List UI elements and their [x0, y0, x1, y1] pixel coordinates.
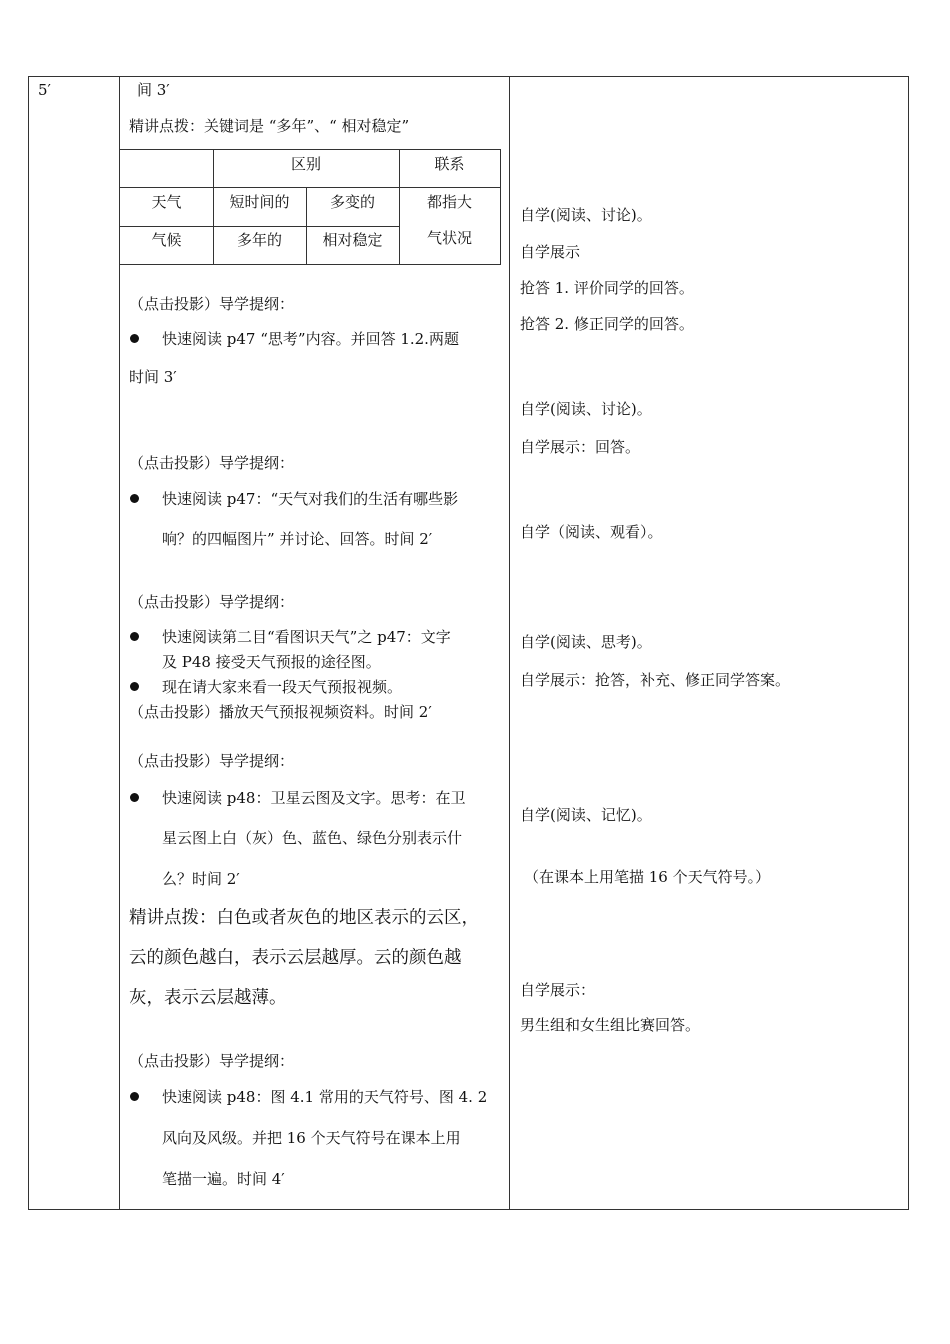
- student-line: 自学(阅读、思考)。: [520, 633, 652, 651]
- bullet-icon: [130, 494, 139, 503]
- student-line: 自学展示：: [520, 981, 596, 999]
- student-line: 自学(阅读、记忆)。: [520, 806, 652, 824]
- row-weather-label: 天气: [151, 193, 182, 211]
- student-line: 自学(阅读、讨论)。: [520, 206, 652, 224]
- row-weather-a: 短时间的: [229, 193, 290, 211]
- row-weather-b: 多变的: [329, 193, 375, 211]
- task-line: 快速阅读 p47：“天气对我们的生活有哪些影: [162, 490, 459, 508]
- column-divider-2: [509, 77, 510, 1209]
- task-line: 快速阅读 p48：卫星云图及文字。思考：在卫: [162, 789, 466, 807]
- relation-line-1: 都指大: [426, 193, 472, 211]
- student-line: 自学（阅读、观看）。: [520, 523, 663, 541]
- task-line: 现在请大家来看一段天气预报视频。: [162, 678, 403, 696]
- student-line: 自学展示: [520, 243, 581, 261]
- student-line: 抢答 2. 修正同学的回答。: [520, 315, 694, 333]
- bullet-icon: [130, 632, 139, 641]
- task-line: 及 P48 接受天气预报的途径图。: [162, 653, 381, 671]
- task-line: 么？时间 2′: [162, 870, 240, 888]
- bullet-icon: [130, 682, 139, 691]
- guide-heading: （点击投影）导学提纲：: [129, 454, 295, 472]
- row-climate-a: 多年的: [236, 231, 282, 249]
- student-line: 自学展示：抢答，补充、修正同学答案。: [520, 671, 791, 689]
- key-point-line: 精讲点拨：白色或者灰色的地区表示的云区，: [129, 908, 479, 928]
- task-line: 响？的四幅图片” 并讨论、回答。时间 2′: [162, 530, 433, 548]
- guide-heading: （点击投影）导学提纲：: [129, 593, 295, 611]
- task-line: 快速阅读 p47 “思考”内容。并回答 1.2.两题: [162, 330, 459, 348]
- student-line: 自学(阅读、讨论)。: [520, 400, 652, 418]
- guide-heading: （点击投影）导学提纲：: [129, 1052, 295, 1070]
- header-difference: 区别: [290, 155, 321, 173]
- table-row-divider: [120, 187, 500, 188]
- student-line: （在课本上用笔描 16 个天气符号。）: [524, 868, 771, 886]
- guide-heading: （点击投影）导学提纲：: [129, 295, 295, 313]
- bullet-icon: [130, 793, 139, 802]
- task-line: 笔描一遍。时间 4′: [162, 1170, 285, 1188]
- task-line: 快速阅读第二目“看图识天气”之 p47：文字: [162, 628, 451, 646]
- teacher-line-1: 间 3′: [137, 81, 170, 99]
- bullet-icon: [130, 1092, 139, 1101]
- relation-line-2: 气状况: [426, 229, 472, 247]
- key-point-line: 云的颜色越白，表示云层越厚。云的颜色越: [129, 948, 462, 968]
- row-climate-label: 气候: [151, 231, 182, 249]
- task-line: （点击投影）播放天气预报视频资料。时间 2′: [129, 703, 432, 721]
- task-line: 风向及风级。并把 16 个天气符号在课本上用: [162, 1129, 461, 1147]
- student-line: 抢答 1. 评价同学的回答。: [520, 279, 694, 297]
- row-climate-b: 相对稳定: [322, 231, 383, 249]
- student-line: 自学展示：回答。: [520, 438, 641, 456]
- key-point-line: 灰，表示云层越薄。: [129, 988, 287, 1008]
- task-line: 快速阅读 p48：图 4.1 常用的天气符号、图 4. 2: [162, 1088, 488, 1106]
- bullet-icon: [130, 334, 139, 343]
- table-row-divider: [120, 226, 399, 227]
- student-line: 男生组和女生组比赛回答。: [520, 1016, 701, 1034]
- guide-heading: （点击投影）导学提纲：: [129, 752, 295, 770]
- header-relation: 联系: [434, 155, 465, 173]
- key-point-line: 精讲点拨：关键词是 “多年”、“ 相对稳定”: [129, 117, 410, 135]
- time-allocation: 5′: [38, 81, 51, 99]
- task-line: 星云图上白（灰）色、蓝色、绿色分别表示什: [162, 829, 463, 847]
- task-line: 时间 3′: [129, 368, 177, 386]
- comparison-table: [119, 149, 501, 265]
